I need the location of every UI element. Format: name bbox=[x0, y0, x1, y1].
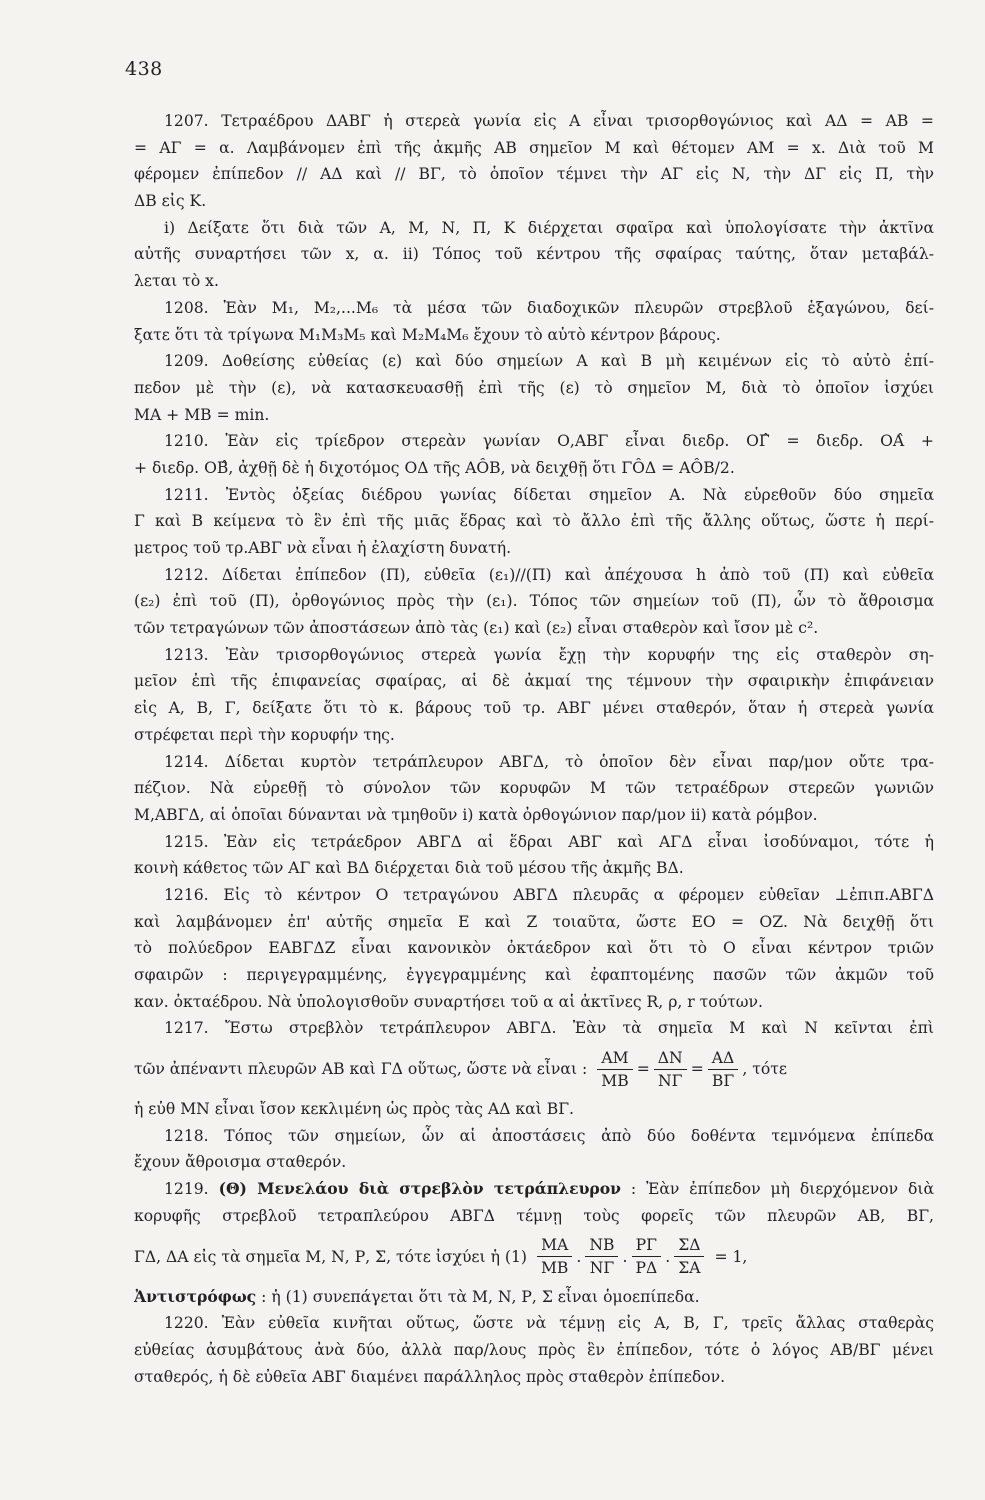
text-line: πέζιον. Νὰ εὑρεθῇ τὸ σύνολον τῶν κορυφῶν Μ τῶν τετραέδρων στερεῶν γωνιῶν bbox=[134, 779, 934, 798]
problem-1218 bbox=[134, 1123, 934, 1176]
problem-1212 bbox=[134, 562, 934, 642]
text-line: λεται τὸ x. bbox=[134, 272, 219, 291]
text-line: 1218. Τόπος τῶν σημείων, ὧν αἱ ἀποστάσεις ἀπὸ δύο δοθέντα τεμνόμενα ἐπίπεδα bbox=[164, 1126, 934, 1145]
problem-1220 bbox=[134, 1310, 934, 1390]
numerator: ΜΑ bbox=[537, 1234, 572, 1257]
text-line: Μ,ΑΒΓΔ, αἱ ὁποῖαι δύνανται νὰ τμηθοῦν i) κατὰ ὀρθογώνιον παρ/μον ii) κατὰ ρόμβον. bbox=[134, 805, 818, 824]
text-line: ΜΑ + ΜΒ = min. bbox=[134, 405, 270, 424]
problem-1214 bbox=[134, 749, 934, 829]
text-line: καὶ λαμβάνομεν ἐπ' αὐτῆς σημεῖα Ε καὶ Ζ τοιαῦτα, ὥστε ΕΟ = ΟΖ. Νὰ δειχθῇ ὅτι bbox=[134, 912, 934, 931]
text-line: τὸ πολύεδρον ΕΑΒΓΔΖ εἶναι κανονικὸν ὀκτάεδρον καὶ ὅτι τὸ Ο εἶναι κέντρον τριῶν bbox=[134, 939, 934, 958]
text-line: 1212. Δίδεται ἐπίπεδον (Π), εὐθεῖα (ε₁)//(Π) καὶ ἀπέχουσα h ἀπὸ τοῦ (Π) καὶ εὐθεῖα bbox=[164, 565, 934, 584]
denominator: ΜΒ bbox=[540, 1259, 569, 1277]
denominator: ΡΔ bbox=[635, 1259, 658, 1277]
text-segment: : ἡ (1) συνεπάγεται ὅτι τὰ Μ, Ν, Ρ, Σ εἶναι ὁμοεπίπεδα. bbox=[261, 1287, 700, 1306]
problem-1207 bbox=[134, 108, 934, 295]
text-line: κορυφῆς στρεβλοῦ τετραπλεύρου ΑΒΓΔ τέμνῃ τοὺς φορεῖς τῶν πλευρῶν ΑΒ, ΒΓ, bbox=[134, 1206, 934, 1225]
text-line: 1209. Δοθείσης εὐθείας (ε) καὶ δύο σημείων Α καὶ Β μὴ κειμένων εἰς τὸ αὐτὸ ἐπί- bbox=[164, 352, 934, 371]
text-line: μεῖον ἐπὶ τῆς ἐπιφανείας σφαίρας, αἱ δὲ ἀκμαί της τέμνουν τὴν σφαιρικὴν ἐπιφάνειαν bbox=[134, 672, 934, 691]
dot-sign: . bbox=[576, 1247, 582, 1266]
text-line: + διεδρ. ΟΒ̂, ἀχθῇ δὲ ἡ διχοτόμος ΟΔ τῆς ΑÔΒ, νὰ δειχθῇ ὅτι ΓÔΔ = ΑÔΒ/2. bbox=[134, 458, 735, 477]
text-line: 1207. Τετραέδρου ΔΑΒΓ ἡ στερεὰ γωνία εἰς Α εἶναι τρισορθογώνιος καὶ ΑΔ = ΑΒ = bbox=[164, 112, 934, 130]
dot-sign: . bbox=[665, 1247, 671, 1266]
theorem-title: (Θ) Μενελάου διὰ στρεβλὸν τετράπλευρον bbox=[218, 1179, 621, 1199]
text-segment: τῶν ἀπέναντι πλευρῶν ΑΒ καὶ ΓΔ οὕτως, ὥστε νὰ εἶναι : bbox=[134, 1060, 588, 1079]
text-line: 1210. Ἐὰν εἰς τρίεδρον στερεὰν γωνίαν Ο,ΑΒΓ εἶναι διεδρ. ΟΓ̂ = διεδρ. ΟΑ̂ + bbox=[164, 432, 934, 451]
text-line: τῶν τετραγώνων τῶν ἀποστάσεων ἀπὸ τὰς (ε₁) καὶ (ε₂) εἶναι σταθερὸν καὶ ἴσον μὲ c². bbox=[134, 619, 819, 638]
text-line: εὐθείας ἀσυμβάτους ἀνὰ δύο, ἀλλὰ παρ/λους πρὸς ἓν ἐπίπεδον, τότε ὁ λόγος ΑΒ/ΒΓ μένει bbox=[134, 1340, 934, 1359]
text-line: σφαιρῶν : περιγεγραμμένης, ἐγγεγραμμένης καὶ ἐφαπτομένης πασῶν τῶν ἀκμῶν τοῦ bbox=[134, 966, 934, 984]
fraction bbox=[597, 1047, 632, 1092]
page-number: 438 bbox=[125, 58, 163, 80]
fraction bbox=[674, 1234, 704, 1279]
text-line bbox=[134, 1284, 934, 1311]
equals-sign: = bbox=[636, 1060, 650, 1079]
text-segment: ΓΔ, ΔΑ εἰς τὰ σημεῖα Μ, Ν, Ρ, Σ, τότε ἰσχύει ἡ (1) bbox=[134, 1247, 527, 1266]
text-line: πεδον μὲ τὴν (ε), νὰ κατασκευασθῇ ἐπὶ τῆς (ε) τὸ σημεῖον Μ, διὰ τὸ ὁποῖον ἰσχύει bbox=[134, 378, 934, 397]
denominator: ΜΒ bbox=[601, 1071, 629, 1090]
text-line: εἰς Α, Β, Γ, δείξατε ὅτι τὸ κ. βάρους τοῦ τρ. ΑΒΓ μένει σταθερόν, ὅταν ἡ στερεὰ γωνία bbox=[134, 699, 934, 718]
text-segment: , τότε bbox=[742, 1060, 787, 1079]
fraction-line bbox=[134, 1230, 934, 1284]
problem-1208 bbox=[134, 295, 934, 348]
text-line: σταθερός, ἡ δὲ εὐθεῖα ΑΒΓ διαμένει παράλληλος πρὸς σταθερὸν ἐπίπεδον. bbox=[134, 1367, 726, 1386]
problem-1216 bbox=[134, 882, 934, 1015]
problems-list bbox=[134, 108, 934, 1390]
text-line: 1213. Ἐὰν τρισορθογώνιος στερεὰ γωνία ἔχῃ τὴν κορυφήν της εἰς σταθερὸν ση- bbox=[164, 645, 934, 664]
numerator: ΔΝ bbox=[654, 1047, 687, 1070]
text-line: (ε₂) ἐπὶ τοῦ (Π), ὀρθογώνιος πρὸς τὴν (ε₁). Τόπος τῶν σημείων τοῦ (Π), ὧν τὸ ἄθροισμα bbox=[134, 592, 934, 611]
dot-sign: . bbox=[622, 1247, 628, 1266]
denominator: ΝΓ bbox=[658, 1071, 683, 1090]
numerator: ΡΓ bbox=[632, 1234, 661, 1257]
fraction bbox=[654, 1047, 687, 1092]
text-line: 1208. Ἐὰν Μ₁, Μ₂,...Μ₆ τὰ μέσα τῶν διαδοχικῶν πλευρῶν στρεβλοῦ ἑξαγώνου, δεί- bbox=[164, 298, 934, 317]
text-line: 1211. Ἐντὸς ὀξείας διέδρου γωνίας δίδεται σημεῖον Α. Νὰ εὑρεθοῦν δύο σημεῖα bbox=[164, 485, 934, 504]
text-line: Γ καὶ Β κείμενα τὸ ἓν ἐπὶ τῆς μιᾶς ἕδρας καὶ τὸ ἄλλο ἐπὶ τῆς ἄλλης οὕτως, ὥστε ἡ περί- bbox=[134, 512, 934, 531]
text-line bbox=[134, 1176, 934, 1203]
text-line: φέρομεν ἐπίπεδον // ΑΔ καὶ // ΒΓ, τὸ ὁποῖον τέμνει τὴν ΑΓ εἰς Ν, τὴν ΔΓ εἰς Π, τὴν bbox=[134, 165, 934, 184]
problem-number: 1219. bbox=[164, 1180, 209, 1199]
numerator: ΣΔ bbox=[674, 1234, 704, 1257]
text-line: 1216. Εἰς τὸ κέντρον Ο τετραγώνου ΑΒΓΔ πλευρᾶς α φέρομεν εὐθεῖαν ⊥ἐπιπ.ΑΒΓΔ bbox=[164, 885, 934, 904]
text-line: = ΑΓ = α. Λαμβάνομεν ἐπὶ τῆς ἀκμῆς ΑΒ σημεῖον Μ καὶ θέτομεν ΑΜ = x. Διὰ τοῦ Μ bbox=[134, 138, 934, 157]
converse-label: Ἀντιστρόφως bbox=[134, 1286, 257, 1306]
numerator: ΑΜ bbox=[597, 1047, 632, 1070]
numerator: ΝΒ bbox=[585, 1234, 618, 1257]
text-segment: : Ἐὰν ἐπίπεδον μὴ διερχόμενον διὰ bbox=[630, 1180, 934, 1199]
denominator: ΒΓ bbox=[711, 1071, 735, 1090]
text-line: ἔχουν ἄθροισμα σταθερόν. bbox=[134, 1153, 347, 1172]
text-segment: = 1, bbox=[714, 1247, 748, 1266]
text-line: ΔΒ εἰς Κ. bbox=[134, 192, 207, 211]
fraction-line bbox=[134, 1042, 934, 1096]
text-line: κοινὴ κάθετος τῶν ΑΓ καὶ ΒΔ διέρχεται διὰ τοῦ μέσου τῆς ἀκμῆς ΒΔ. bbox=[134, 859, 684, 878]
text-line: ξατε ὅτι τὰ τρίγωνα Μ₁Μ₃Μ₅ καὶ Μ₂Μ₄Μ₆ ἔχουν τὸ αὐτὸ κέντρον βάρους. bbox=[134, 325, 721, 344]
text-line: 1214. Δίδεται κυρτὸν τετράπλευρον ΑΒΓΔ, τὸ ὁποῖον δὲν εἶναι παρ/μον οὔτε τρα- bbox=[164, 752, 934, 771]
problem-1211 bbox=[134, 482, 934, 562]
problem-1209 bbox=[134, 348, 934, 428]
problem-1217 bbox=[134, 1015, 934, 1122]
numerator: ΑΔ bbox=[708, 1047, 739, 1070]
text-line: 1215. Ἐὰν εἰς τετράεδρον ΑΒΓΔ αἱ ἕδραι ΑΒΓ καὶ ΑΓΔ εἶναι ἰσοδύναμοι, τότε ἡ bbox=[164, 832, 934, 851]
fraction bbox=[537, 1234, 572, 1279]
fraction bbox=[585, 1234, 618, 1279]
equals-sign: = bbox=[690, 1060, 704, 1079]
problem-1215 bbox=[134, 829, 934, 882]
problem-1210 bbox=[134, 428, 934, 481]
text-line: 1217. Ἔστω στρεβλὸν τετράπλευρον ΑΒΓΔ. Ἐὰν τὰ σημεῖα Μ καὶ Ν κεῖνται ἐπὶ bbox=[164, 1019, 934, 1038]
text-line: i) Δείξατε ὅτι διὰ τῶν Α, Μ, Ν, Π, Κ διέρχεται σφαῖρα καὶ ὑπολογίσατε τὴν ἀκτῖνα bbox=[164, 218, 934, 237]
text-line: καν. ὀκταέδρου. Νὰ ὑπολογισθοῦν συναρτήσει τοῦ α αἱ ἀκτῖνες R, ρ, r τούτων. bbox=[134, 992, 763, 1011]
text-line: ἡ εὐθ ΜΝ εἶναι ἴσον κεκλιμένη ὡς πρὸς τὰς ΑΔ καὶ ΒΓ. bbox=[134, 1100, 574, 1119]
problem-1219 bbox=[134, 1176, 934, 1310]
fraction bbox=[631, 1234, 661, 1279]
text-line: στρέφεται περὶ τὴν κορυφήν της. bbox=[134, 725, 395, 744]
text-line: 1220. Ἐὰν εὐθεῖα κινῆται οὕτως, ὥστε νὰ τέμνῃ εἰς Α, Β, Γ, τρεῖς ἄλλας σταθερὰς bbox=[164, 1314, 934, 1333]
denominator: ΝΓ bbox=[589, 1259, 615, 1277]
text-line: αὐτῆς συναρτήσει τῶν x, α. ii) Τόπος τοῦ κέντρου τῆς σφαίρας ταύτης, ὅταν μεταβάλ- bbox=[134, 245, 934, 264]
text-line: μετρος τοῦ τρ.ΑΒΓ νὰ εἶναι ἡ ἐλαχίστη δυνατή. bbox=[134, 539, 512, 557]
fraction bbox=[708, 1047, 739, 1092]
denominator: ΣΑ bbox=[678, 1259, 701, 1277]
problem-1213 bbox=[134, 642, 934, 749]
